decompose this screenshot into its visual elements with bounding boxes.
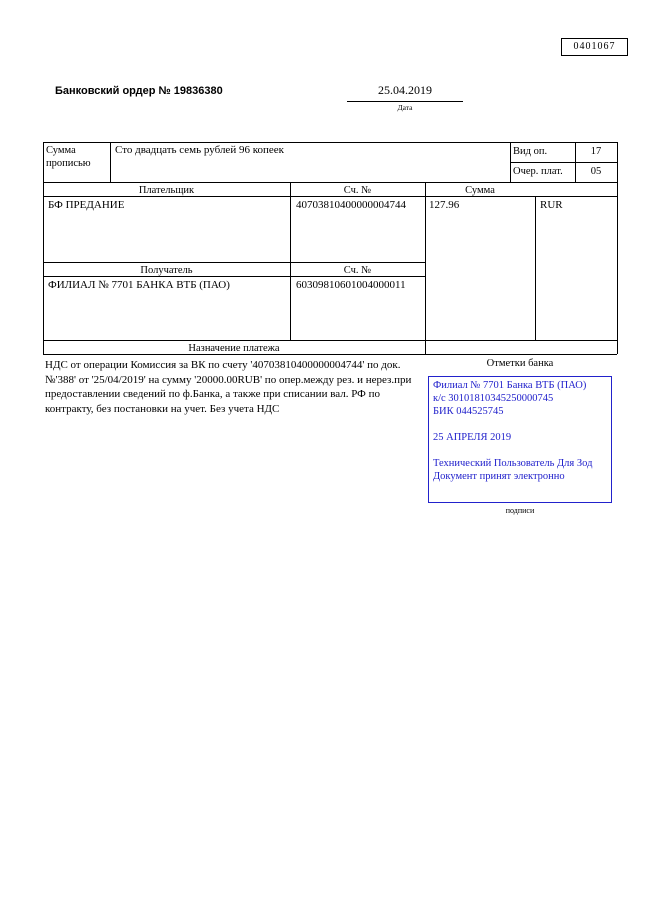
operation-type-value: 17 <box>590 146 602 157</box>
bank-marks-line: Документ принят электронно <box>433 471 565 482</box>
border-line <box>510 162 617 163</box>
border-line <box>43 182 617 183</box>
bank-marks-line: БИК 044525745 <box>433 406 504 417</box>
date-value: 25.04.2019 <box>347 83 463 102</box>
bank-marks-line: Технический Пользователь Для Зод <box>433 458 593 469</box>
purpose-text: НДС от операции Комиссия за ВК по счету '40703810400000004744' по док.№'388' от '25/04/2019' на сумму '20000.00RUB' по опер.между рез. и нерез.при предоставлении сведений по ф.Банка, а также при списании вал. РФ по контракту, без постановки на учет. Без учета НДС <box>45 359 412 415</box>
document-title: Банковский ордер № 19836380 <box>55 85 223 97</box>
bank-marks-header: Отметки банка <box>486 358 554 369</box>
border-line <box>43 142 44 354</box>
border-line <box>510 142 511 182</box>
border-line <box>425 182 426 354</box>
bank-marks-line <box>433 444 607 457</box>
amount-in-words-label: Сумма прописью <box>46 145 91 170</box>
bank-marks-line: Филиал № 7701 Банка ВТБ (ПАО) <box>433 380 587 391</box>
recipient-header: Получатель <box>140 265 193 276</box>
purpose-header: Назначение платежа <box>188 343 280 354</box>
signatures-label: подписи <box>505 506 535 515</box>
amount-value: 127.96 <box>429 199 460 211</box>
bank-marks-stamp <box>428 376 612 503</box>
bank-marks-line <box>433 418 607 431</box>
bank-marks-line: к/с 30101810345250000745 <box>433 393 554 404</box>
currency-code: RUR <box>540 199 563 211</box>
payment-priority-value: 05 <box>590 166 602 177</box>
payer-header: Плательщик <box>138 185 195 196</box>
form-code-box <box>561 38 628 56</box>
payer-account-label: Сч. № <box>343 185 372 196</box>
amount-in-words-value: Сто двадцать семь рублей 96 копеек <box>115 144 284 156</box>
date-block <box>347 83 463 112</box>
border-line <box>43 262 425 263</box>
payment-priority-label: Очер. плат. <box>513 166 563 177</box>
border-line <box>110 142 111 182</box>
recipient-name: ФИЛИАЛ № 7701 БАНКА ВТБ (ПАО) <box>48 279 230 291</box>
recipient-account: 60309810601004000011 <box>296 279 406 291</box>
border-line <box>43 340 617 341</box>
border-line <box>43 142 617 143</box>
amount-header: Сумма <box>465 185 495 196</box>
recipient-account-label: Сч. № <box>343 265 372 276</box>
form-code: 0401067 <box>573 41 616 52</box>
operation-type-label: Вид оп. <box>513 146 548 157</box>
bank-marks-line: 25 АПРЕЛЯ 2019 <box>433 432 512 443</box>
border-line <box>290 182 291 340</box>
date-label: Дата <box>397 103 413 112</box>
border-line <box>617 142 618 354</box>
payer-name: БФ ПРЕДАНИЕ <box>48 199 125 211</box>
payer-account: 40703810400000004744 <box>296 199 406 211</box>
border-line <box>535 196 536 340</box>
